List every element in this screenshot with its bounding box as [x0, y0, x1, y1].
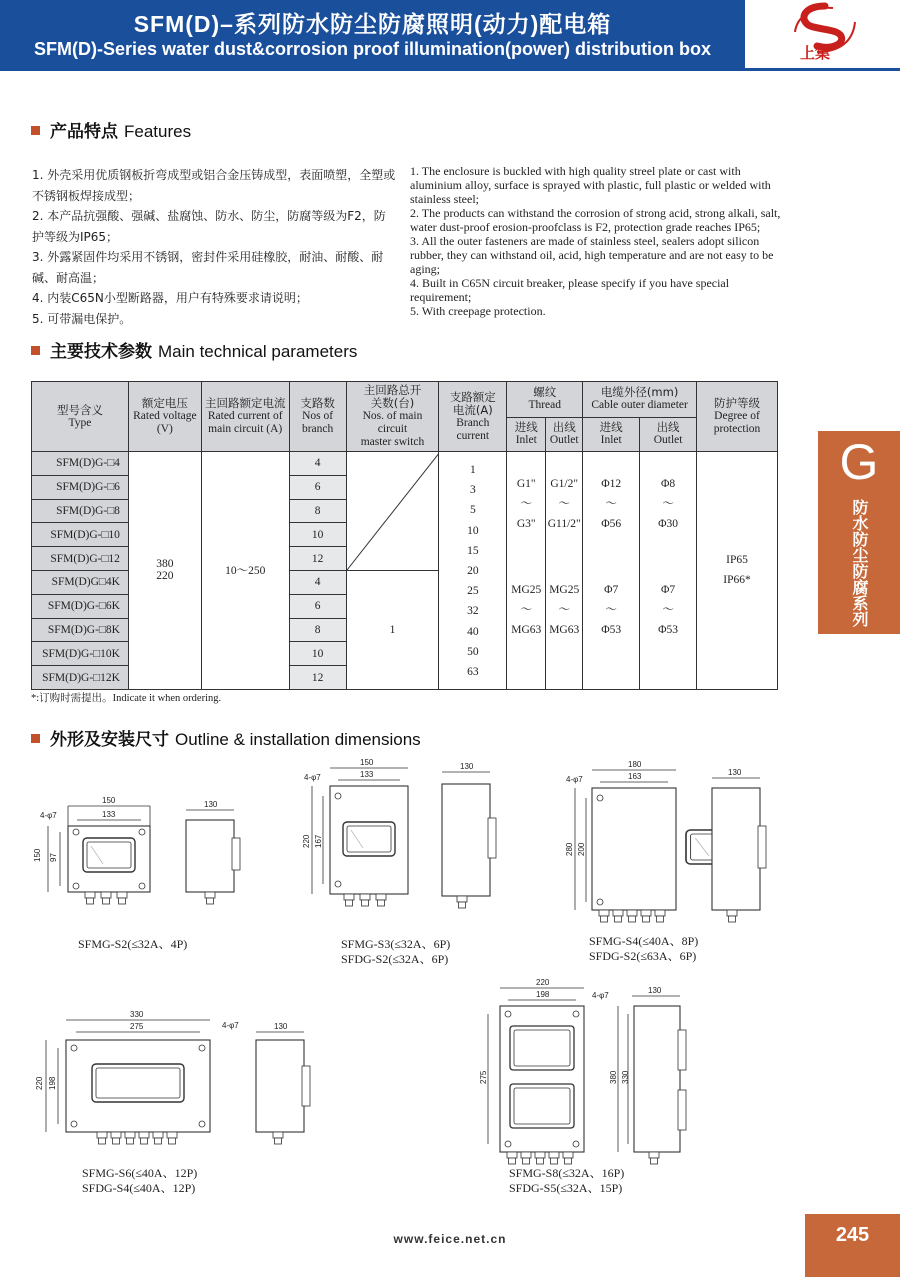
type-cell: SFM(D)G□4K [32, 571, 129, 595]
svg-text:150: 150 [33, 848, 42, 862]
svg-text:380: 380 [609, 1070, 618, 1084]
type-cell: SFM(D)G-□10 [32, 523, 129, 547]
svg-text:4-φ7: 4-φ7 [566, 775, 583, 784]
svg-text:130: 130 [204, 800, 218, 809]
s6-front-drawing [35, 1010, 239, 1144]
header-title-en: SFM(D)-Series water dust&corrosion proof illumination(power) distribution box [33, 39, 711, 59]
svg-text:198: 198 [48, 1076, 57, 1090]
header-branch-current: 支路额定 电流(A) Branch current [439, 382, 507, 452]
feature-item-cn: 3. 外露紧固件均采用不锈钢，密封件采用硅橡胶，耐油、耐酸、耐碱、耐高温； [32, 250, 384, 285]
svg-text:198: 198 [536, 990, 550, 999]
feature-item-cn: 2. 本产品抗强酸、强碱、盐腐蚀、防水、防尘，防腐等级为F2，防护等级为IP65； [32, 209, 386, 244]
svg-text:180: 180 [628, 760, 642, 769]
feature-item-cn: 4. 内装C65N小型断路器，用户有特殊要求请说明； [32, 291, 308, 305]
footer-url: www.feice.net.cn [393, 1232, 507, 1246]
type-cell: SFM(D)G-□6 [32, 475, 129, 499]
header-thread: 螺纹 Thread [507, 382, 583, 418]
page-number: 245 [805, 1214, 900, 1277]
s8-side-drawing [609, 986, 686, 1164]
section-name: 防水防尘防腐系列 [850, 499, 869, 627]
feature-item-cn: 5. 可带漏电保护。 [32, 311, 132, 326]
svg-text:330: 330 [621, 1070, 630, 1084]
branch-cell: 6 [289, 594, 346, 618]
svg-text:130: 130 [648, 986, 662, 995]
feature-item-en: 4. Built in C65N circuit breaker, please specify if you have special requirement; [410, 276, 730, 304]
branch-cell: 6 [289, 475, 346, 499]
svg-text:150: 150 [360, 758, 374, 767]
type-cell: SFM(D)G-□12 [32, 547, 129, 571]
feature-item-en: 1. The enclosure is buckled with high quality streel plate or cast with aluminium alloy, surface is sprayed with plastic, full plastic or welded with stainless steel; [410, 164, 771, 206]
svg-text:4-φ7: 4-φ7 [222, 1021, 239, 1030]
s2-side-drawing [186, 800, 240, 904]
svg-text:130: 130 [728, 768, 742, 777]
s3-side-drawing [442, 762, 496, 908]
svg-text:163: 163 [628, 772, 642, 781]
branch-cell: 8 [289, 499, 346, 523]
caption-s8: SFMG-S8(≤32A、16P) SFDG-S5(≤32A、15P) [509, 1166, 625, 1195]
s4-side-drawing [712, 768, 766, 922]
svg-text:280: 280 [565, 842, 574, 856]
svg-text:4-φ7: 4-φ7 [592, 991, 609, 1000]
branch-current-cell: 1 3 5 10 15 20 25 32 40 50 63 [439, 452, 507, 690]
svg-text:275: 275 [130, 1022, 144, 1031]
s8-front-drawing [479, 978, 609, 1164]
s6-side-drawing [256, 1022, 310, 1144]
thread-inlet-cell: G1" ～ G3" MG25 ～ MG63 [507, 452, 546, 690]
master-switch-cell: 1 [346, 571, 439, 690]
header-type: 型号含义 Type [32, 382, 129, 452]
protection-cell: IP65 IP66* [697, 452, 778, 690]
header-branch: 支路数 Nos of branch [289, 382, 346, 452]
header-master-switch: 主回路总开 关数(台) Nos. of main circuit master switch [346, 382, 439, 452]
svg-text:130: 130 [274, 1022, 288, 1031]
svg-text:220: 220 [302, 834, 311, 848]
main-current-cell: 10～250 [201, 452, 289, 690]
branch-cell: 10 [289, 523, 346, 547]
logo-text: 上集 [799, 44, 830, 62]
header-thread-inlet: 进线 Inlet [507, 417, 546, 451]
svg-text:97: 97 [49, 853, 58, 862]
header-cable-inlet: 进线 Inlet [583, 417, 640, 451]
header-voltage: 额定电压 Rated voltage (V) [128, 382, 201, 452]
type-cell: SFM(D)G-□12K [32, 666, 129, 690]
features-heading: 产品特点 Features [31, 117, 191, 142]
header-cable-outlet: 出线 Outlet [640, 417, 697, 451]
header-cable: 电缆外径(mm) Cable outer diameter [583, 382, 697, 418]
order-note: *:订购时需提出。Indicate it when ordering. [31, 693, 222, 704]
voltage-cell: 380 220 [128, 452, 201, 690]
svg-text:275: 275 [479, 1070, 488, 1084]
branch-cell: 4 [289, 571, 346, 595]
outline-heading: 外形及安装尺寸 Outline & installation dimensions [31, 725, 421, 750]
type-cell: SFM(D)G-□6K [32, 594, 129, 618]
svg-text:4-φ7: 4-φ7 [304, 773, 321, 782]
type-cell: SFM(D)G-□8K [32, 618, 129, 642]
type-cell: SFM(D)G-□10K [32, 642, 129, 666]
caption-s3: SFMG-S3(≤32A、6P) SFDG-S2(≤32A、6P) [341, 937, 451, 966]
svg-text:200: 200 [577, 842, 586, 856]
svg-text:220: 220 [35, 1076, 44, 1090]
branch-cell: 4 [289, 452, 346, 476]
caption-s2: SFMG-S2(≤32A、4P) [78, 937, 188, 951]
cable-outlet-cell: Φ8 ～ Φ30 Φ7 ～ Φ53 [640, 452, 697, 690]
branch-cell: 8 [289, 618, 346, 642]
feature-item-en: 5. With creepage protection. [410, 304, 546, 318]
svg-text:330: 330 [130, 1010, 144, 1019]
s2-front-drawing [33, 796, 150, 904]
caption-s6: SFMG-S6(≤40A、12P) SFDG-S4(≤40A、12P) [82, 1166, 198, 1195]
svg-text:133: 133 [102, 810, 116, 819]
s3-front-drawing [302, 758, 408, 906]
section-letter: G [839, 434, 879, 490]
svg-text:4-φ7: 4-φ7 [40, 811, 57, 820]
header-main-current: 主回路额定电流 Rated current of main circuit (A) [201, 382, 289, 452]
type-cell: SFM(D)G-□4 [32, 452, 129, 476]
svg-text:167: 167 [314, 834, 323, 848]
svg-text:130: 130 [460, 762, 474, 771]
thread-outlet-cell: G1/2" ～ G11/2" MG25 ～ MG63 [546, 452, 583, 690]
branch-cell: 12 [289, 547, 346, 571]
params-heading: 主要技术参数 Main technical parameters [31, 337, 357, 362]
feature-item-cn: 1. 外壳采用优质钢板折弯成型或铝合金压铸成型，表面喷塑，全塑或不锈钢板焊接成型； [32, 168, 396, 203]
header-title-cn: SFM(D)–系列防水防尘防腐照明(动力)配电箱 [133, 11, 612, 37]
svg-text:150: 150 [102, 796, 116, 805]
type-cell: SFM(D)G-□8 [32, 499, 129, 523]
feature-item-en: 2. The products can withstand the corrosion of strong acid, strong alkali, salt, water dust-proof erosion-proofclass is F2, protection grade reaches IP65; [410, 206, 781, 234]
cable-inlet-cell: Φ12 ～ Φ56 Φ7 ～ Φ53 [583, 452, 640, 690]
svg-text:220: 220 [536, 978, 550, 987]
feature-item-en: 3. All the outer fasteners are made of stainless steel, sealers adopt silicon rubber, they can withstand oil, acid, high temperature and are not easy to be aging; [410, 234, 774, 276]
header-thread-outlet: 出线 Outlet [546, 417, 583, 451]
branch-cell: 12 [289, 666, 346, 690]
caption-s4: SFMG-S4(≤40A、8P) SFDG-S2(≤63A、6P) [589, 934, 699, 963]
branch-cell: 10 [289, 642, 346, 666]
header-protection: 防护等级 Degree of protection [697, 382, 778, 452]
svg-text:133: 133 [360, 770, 374, 779]
